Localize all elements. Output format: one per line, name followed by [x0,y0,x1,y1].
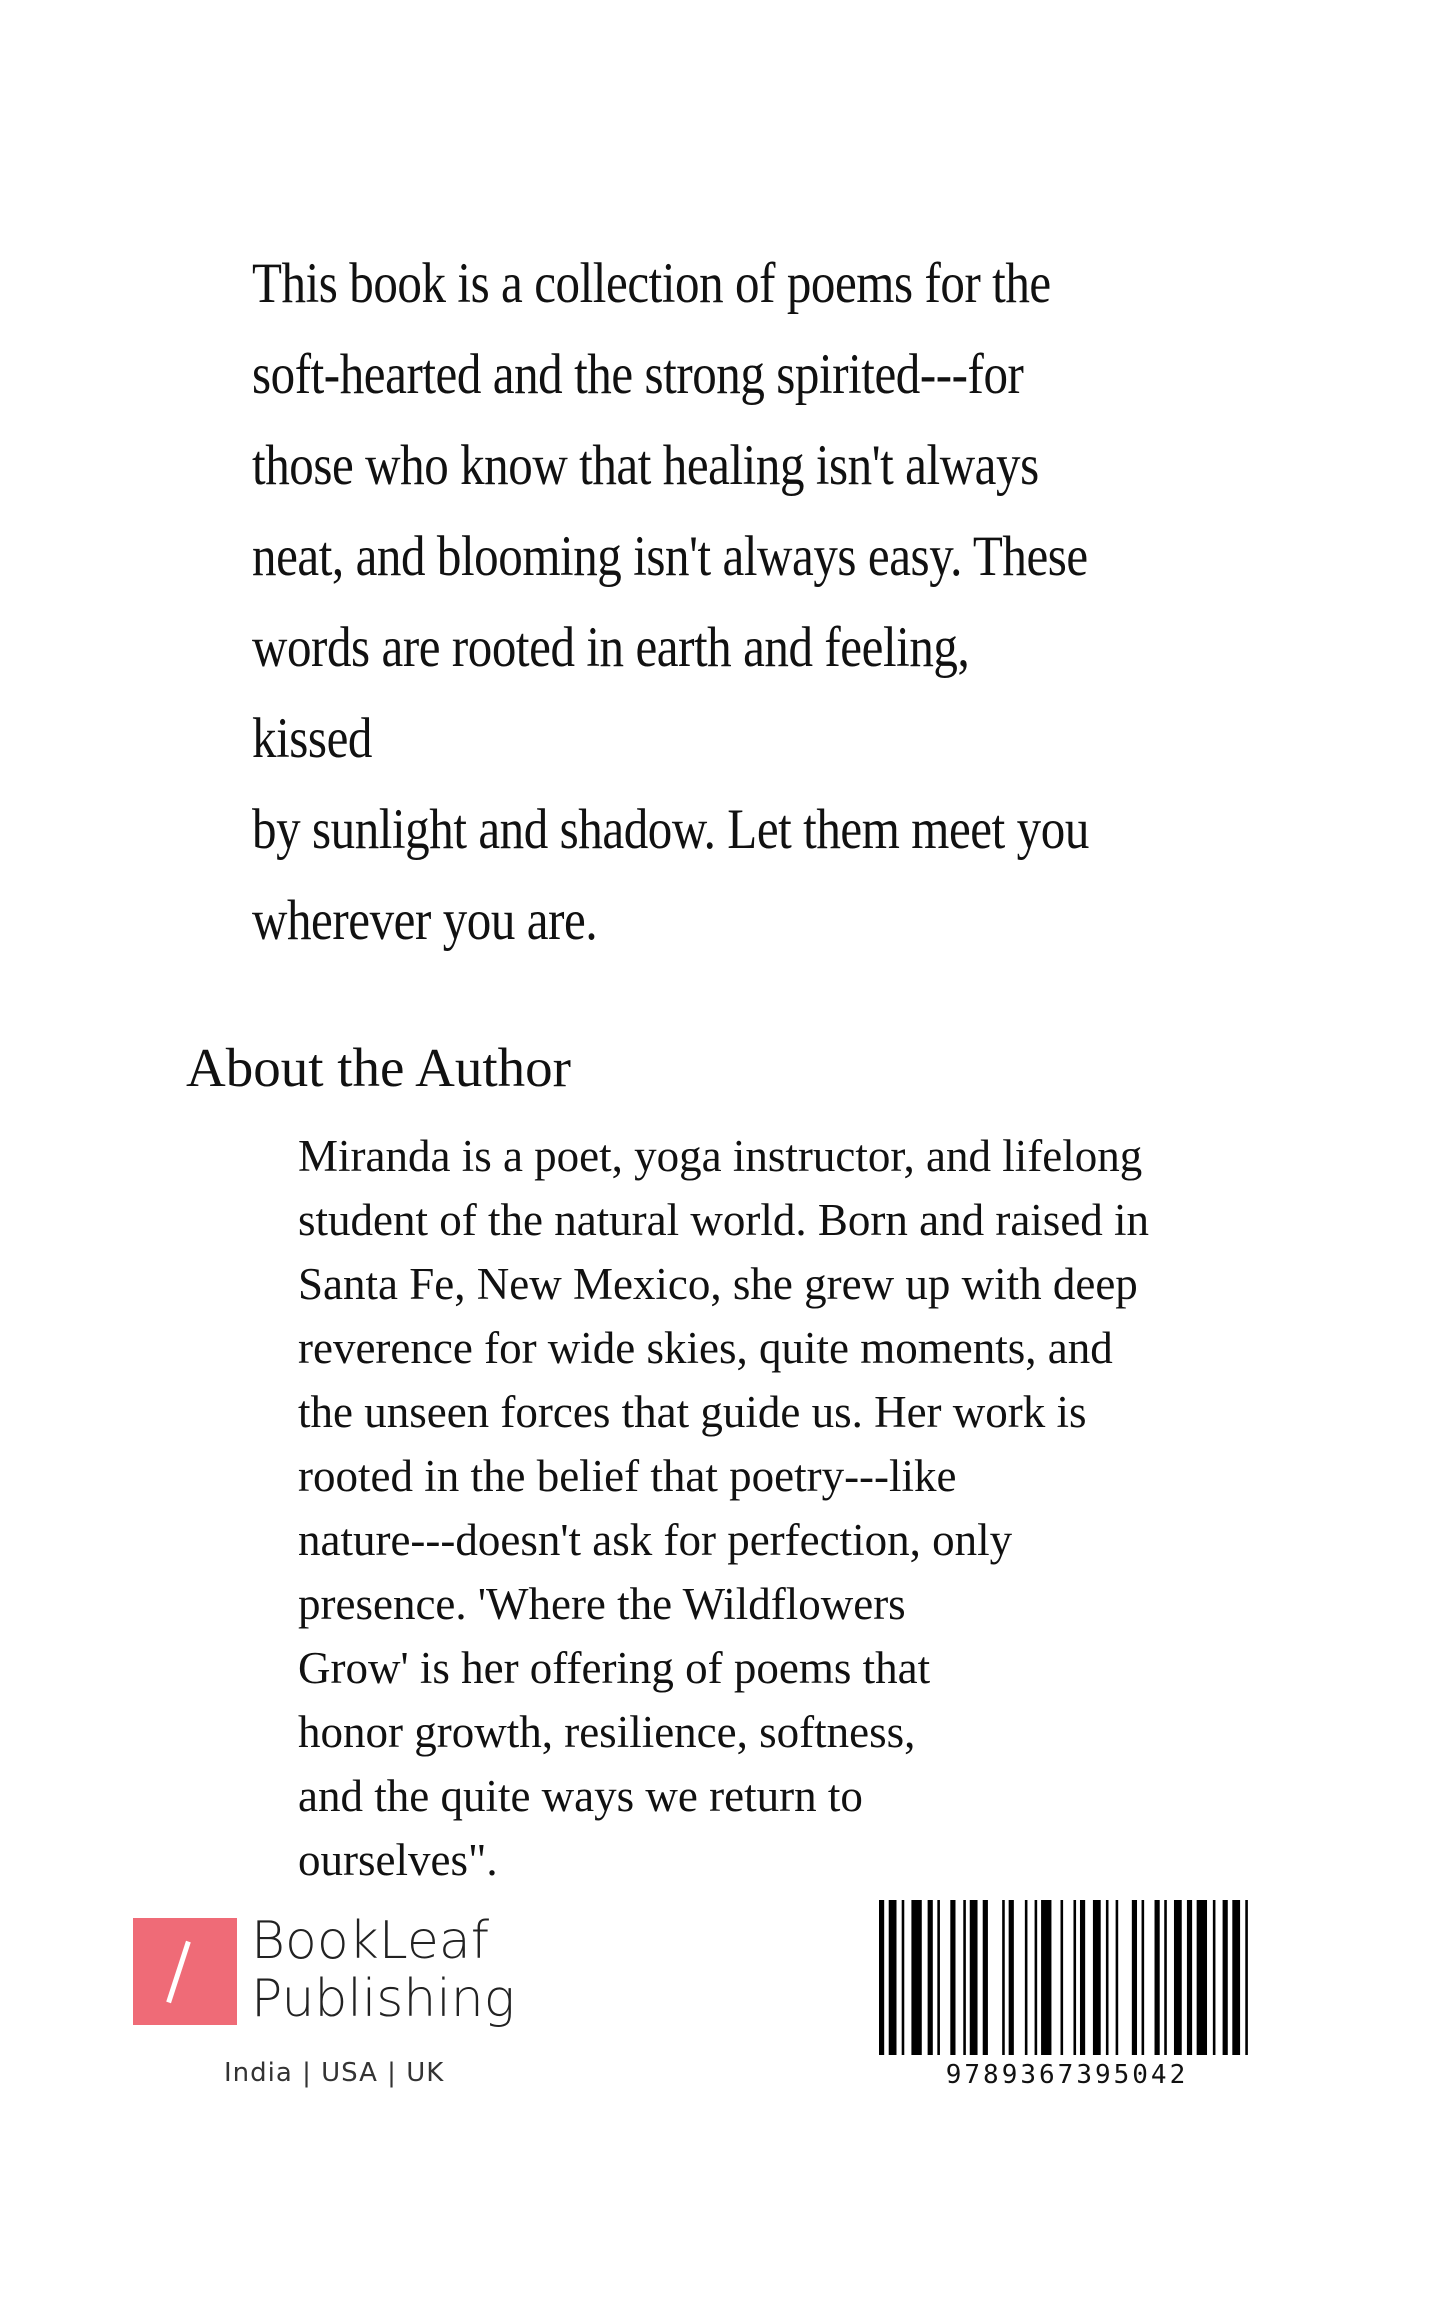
barcode-bar [963,1900,966,2055]
barcode-bar [1061,1900,1064,2055]
barcode-bar [1174,1900,1182,2055]
barcode-bar [1187,1900,1192,2055]
barcode-bar [1116,1900,1119,2055]
publisher-block [133,1911,553,2098]
barcode-bar [902,1900,905,2055]
publisher-regions: India | USA | UK [224,2058,445,2088]
barcode-bar [1223,1900,1228,2055]
barcode-bar [1213,1900,1216,2055]
barcode-bar [1025,1900,1028,2055]
barcode-bar [879,1900,884,2055]
author-bio: Miranda is a poet, yoga instructor, and lifelong student of the natural world. Born and raised in Santa Fe, New Mexico, she grew up with deep reverence for wide skies, quite moments, and the unseen forces that guide us. Her work is rooted in the belief that poetry---like nature---doesn't ask for perfection, only presence. 'Where the Wildflowers Grow' is her offering of poems that honor growth, resilience, softness, and the quite ways we return to ourselves". [298,1131,1150,1885]
barcode-bar [1035,1900,1038,2055]
barcode-bar [1155,1900,1160,2055]
isbn-number: 9789367395042 [945,2060,1189,2090]
barcode-bar [928,1900,933,2055]
publisher-logo [133,1918,237,2025]
barcode-bar [1002,1900,1005,2055]
barcode-bar [937,1900,940,2055]
barcode-bar [1142,1900,1145,2055]
barcode-bar [983,1900,988,2055]
barcode-bar [1009,1900,1014,2055]
barcode-bar [889,1900,897,2055]
about-author-heading: About the Author [186,1037,571,1098]
barcode-bar [1106,1900,1109,2055]
barcode-bar [1093,1900,1101,2055]
barcode-bar [970,1900,978,2055]
barcode-bar [1073,1900,1076,2055]
barcode-bar [950,1900,955,2055]
publisher-name: BookLeaf Publishing [251,1911,515,2029]
barcode-bar [1132,1900,1137,2055]
back-cover-blurb: This book is a collection of poems for the soft-hearted and the strong spirited---for those who know that healing isn't always neat, and blooming isn't always easy. These words are rooted in earth and feeling, kissed by sunlight and shadow. Let them meet you wherever you are. [252,252,1089,952]
barcode-bar [1164,1900,1167,2055]
barcode-bar [1197,1900,1207,2055]
barcode-bar [1245,1900,1248,2055]
barcode-bar [1080,1900,1085,2055]
isbn-barcode [879,1900,1255,2115]
barcode-icon [879,1900,1255,2055]
barcode-bar [1232,1900,1240,2055]
slash-icon [166,1941,191,2003]
barcode-bar [911,1900,921,2055]
barcode-bar [1041,1900,1051,2055]
